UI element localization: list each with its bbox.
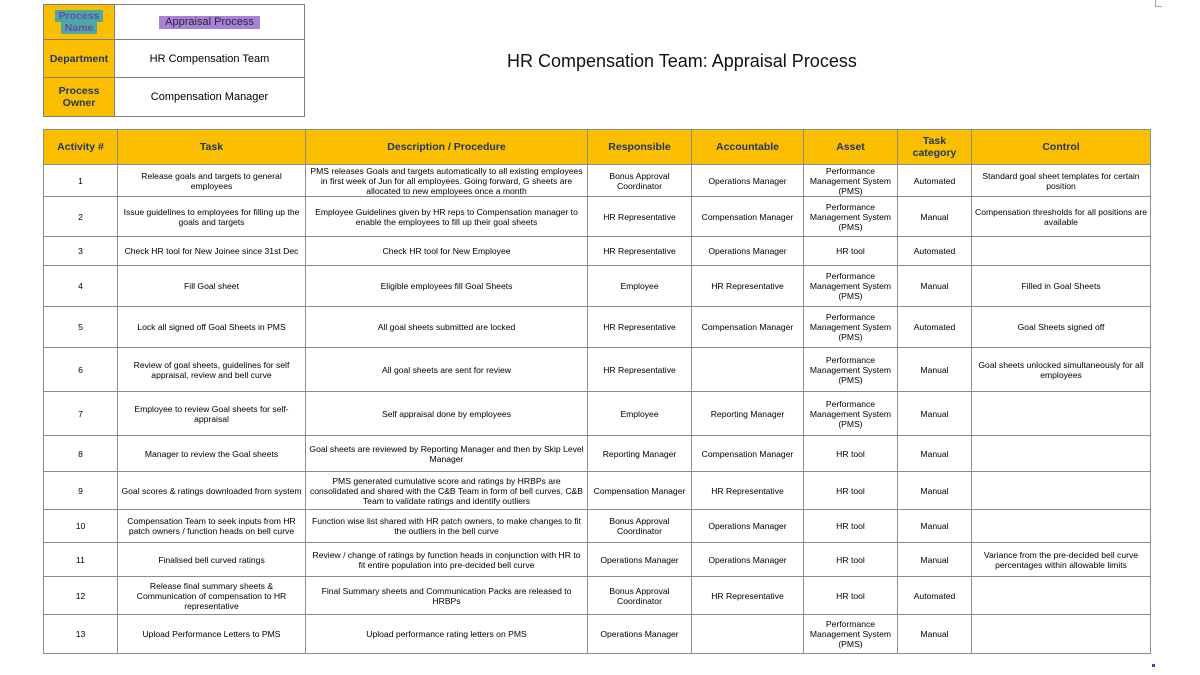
cell-task-category: Manual: [898, 436, 972, 472]
table-row: [44, 510, 1151, 543]
process-owner-value: Compensation Manager: [115, 78, 305, 117]
cell-accountable: Operations Manager: [692, 543, 804, 577]
cell-responsible: Operations Manager: [588, 615, 692, 654]
cell-task: Manager to review the Goal sheets: [118, 436, 306, 472]
cell-task: Goal scores & ratings downloaded from system: [118, 472, 306, 510]
cell-asset: HR tool: [804, 577, 898, 615]
cell-activity-number: 10: [44, 510, 118, 543]
column-header-description: Description / Procedure: [306, 130, 588, 165]
cell-asset: HR tool: [804, 436, 898, 472]
cell-description: All goal sheets are sent for review: [306, 348, 588, 392]
cell-activity-number: 7: [44, 392, 118, 436]
cell-control: [972, 237, 1151, 266]
cell-asset: HR tool: [804, 237, 898, 266]
column-header-task: Task: [118, 130, 306, 165]
cell-accountable: Operations Manager: [692, 237, 804, 266]
cell-responsible: Bonus Approval Coordinator: [588, 165, 692, 197]
cell-asset: Performance Management System (PMS): [804, 266, 898, 307]
cell-description: All goal sheets submitted are locked: [306, 307, 588, 348]
cell-asset: Performance Management System (PMS): [804, 392, 898, 436]
cell-responsible: Employee: [588, 266, 692, 307]
cell-task-category: Automated: [898, 165, 972, 197]
cell-asset: HR tool: [804, 472, 898, 510]
cell-control: Goal Sheets signed off: [972, 307, 1151, 348]
table-row: [44, 436, 1151, 472]
table-row: [44, 165, 1151, 197]
cell-control: Goal sheets unlocked simultaneously for all employees: [972, 348, 1151, 392]
column-header-control: Control: [972, 130, 1151, 165]
cell-description: Review / change of ratings by function heads in conjunction with HR to fit entire population into pre-decided bell curve: [306, 543, 588, 577]
process-owner-label: [44, 78, 115, 117]
cell-task: Check HR tool for New Joinee since 31st Dec: [118, 237, 306, 266]
cell-responsible: Operations Manager: [588, 543, 692, 577]
table-header-row: [44, 130, 1151, 165]
column-header-activity: Activity #: [44, 130, 118, 165]
cell-activity-number: 1: [44, 165, 118, 197]
cell-description: Employee Guidelines given by HR reps to Compensation manager to enable the employees to fill up their goal sheets: [306, 197, 588, 237]
column-header-asset: Asset: [804, 130, 898, 165]
cell-accountable: HR Representative: [692, 577, 804, 615]
cell-task: Employee to review Goal sheets for self-appraisal: [118, 392, 306, 436]
cell-activity-number: 9: [44, 472, 118, 510]
cell-task-category: Automated: [898, 577, 972, 615]
department-label: Department: [44, 40, 115, 78]
cell-responsible: Bonus Approval Coordinator: [588, 510, 692, 543]
cell-activity-number: 3: [44, 237, 118, 266]
cell-accountable: HR Representative: [692, 266, 804, 307]
department-value: HR Compensation Team: [115, 40, 305, 78]
cell-activity-number: 6: [44, 348, 118, 392]
cell-task: Lock all signed off Goal Sheets in PMS: [118, 307, 306, 348]
cell-activity-number: 11: [44, 543, 118, 577]
process-name-value: Appraisal Process: [159, 16, 260, 29]
corner-mark: [1155, 0, 1162, 7]
cell-accountable: Compensation Manager: [692, 436, 804, 472]
cell-description: Final Summary sheets and Communication Packs are released to HRBPs: [306, 577, 588, 615]
cell-description: PMS generated cumulative score and ratings by HRBPs are consolidated and shared with the C&B Team in form of bell curves, C&B Team to validate ratings and identify outliers: [306, 472, 588, 510]
process-table: [43, 129, 1151, 654]
cell-task-category: Manual: [898, 510, 972, 543]
cell-control: Standard goal sheet templates for certain position: [972, 165, 1151, 197]
cell-accountable: [692, 615, 804, 654]
table-row: [44, 543, 1151, 577]
cell-task: Release goals and targets to general employees: [118, 165, 306, 197]
cell-description: Self appraisal done by employees: [306, 392, 588, 436]
cell-description: PMS releases Goals and targets automatically to all existing employees in first week of Jun for all employees. Going forward, G sheets are allocated to new employees once a month: [306, 165, 588, 197]
table-row: [44, 392, 1151, 436]
cell-control: [972, 472, 1151, 510]
cell-responsible: HR Representative: [588, 348, 692, 392]
cell-control: Variance from the pre-decided bell curve percentages within allowable limits: [972, 543, 1151, 577]
cell-task: Fill Goal sheet: [118, 266, 306, 307]
cell-control: [972, 510, 1151, 543]
cell-activity-number: 12: [44, 577, 118, 615]
cell-responsible: Bonus Approval Coordinator: [588, 577, 692, 615]
cell-accountable: HR Representative: [692, 472, 804, 510]
cell-accountable: Operations Manager: [692, 165, 804, 197]
cell-control: Filled in Goal Sheets: [972, 266, 1151, 307]
cell-task-category: Manual: [898, 348, 972, 392]
cell-activity-number: 8: [44, 436, 118, 472]
cell-responsible: HR Representative: [588, 307, 692, 348]
table-row: [44, 266, 1151, 307]
cell-task: Issue guidelines to employees for filling up the goals and targets: [118, 197, 306, 237]
cell-asset: Performance Management System (PMS): [804, 197, 898, 237]
cell-task: Review of goal sheets, guidelines for self appraisal, review and bell curve: [118, 348, 306, 392]
table-row: [44, 197, 1151, 237]
cell-control: [972, 615, 1151, 654]
cell-asset: HR tool: [804, 543, 898, 577]
column-header-task-category: Task category: [898, 130, 972, 165]
cell-responsible: Employee: [588, 392, 692, 436]
cell-accountable: Compensation Manager: [692, 197, 804, 237]
cell-asset: Performance Management System (PMS): [804, 165, 898, 197]
cell-accountable: Compensation Manager: [692, 307, 804, 348]
cell-activity-number: 4: [44, 266, 118, 307]
cell-accountable: Reporting Manager: [692, 392, 804, 436]
cell-asset: Performance Management System (PMS): [804, 615, 898, 654]
column-header-accountable: Accountable: [692, 130, 804, 165]
table-row: [44, 577, 1151, 615]
process-name-label-line2: Name: [61, 22, 98, 34]
cell-activity-number: 13: [44, 615, 118, 654]
cell-task-category: Automated: [898, 307, 972, 348]
cell-description: Function wise list shared with HR patch owners, to make changes to fit the outliers in the bell curve: [306, 510, 588, 543]
cell-control: [972, 436, 1151, 472]
cell-asset: Performance Management System (PMS): [804, 307, 898, 348]
cell-activity-number: 5: [44, 307, 118, 348]
cell-task-category: Automated: [898, 237, 972, 266]
cell-responsible: Compensation Manager: [588, 472, 692, 510]
process-owner-label-line1: Process: [58, 85, 100, 97]
cell-control: [972, 577, 1151, 615]
cell-accountable: [692, 348, 804, 392]
table-row: [44, 237, 1151, 266]
table-row: [44, 307, 1151, 348]
cell-task-category: Manual: [898, 543, 972, 577]
selection-handle: [1152, 664, 1155, 667]
cell-asset: Performance Management System (PMS): [804, 348, 898, 392]
table-row: [44, 472, 1151, 510]
cell-task: Upload Performance Letters to PMS: [118, 615, 306, 654]
cell-description: Upload performance rating letters on PMS: [306, 615, 588, 654]
process-name-label: [44, 5, 115, 40]
cell-asset: HR tool: [804, 510, 898, 543]
cell-control: [972, 392, 1151, 436]
process-info-box: [43, 4, 305, 117]
process-owner-label-line2: Owner: [62, 97, 96, 109]
cell-task: Release final summary sheets & Communication of compensation to HR representative: [118, 577, 306, 615]
cell-task-category: Manual: [898, 615, 972, 654]
cell-task: Finalised bell curved ratings: [118, 543, 306, 577]
cell-description: Goal sheets are reviewed by Reporting Manager and then by Skip Level Manager: [306, 436, 588, 472]
cell-control: Compensation thresholds for all positions are available: [972, 197, 1151, 237]
page-title: HR Compensation Team: Appraisal Process: [507, 51, 857, 71]
cell-task: Compensation Team to seek inputs from HR patch owners / function heads on bell curve: [118, 510, 306, 543]
cell-accountable: Operations Manager: [692, 510, 804, 543]
cell-responsible: HR Representative: [588, 237, 692, 266]
cell-responsible: Reporting Manager: [588, 436, 692, 472]
cell-description: Check HR tool for New Employee: [306, 237, 588, 266]
cell-responsible: HR Representative: [588, 197, 692, 237]
cell-activity-number: 2: [44, 197, 118, 237]
cell-description: Eligible employees fill Goal Sheets: [306, 266, 588, 307]
cell-task-category: Manual: [898, 392, 972, 436]
cell-task-category: Manual: [898, 266, 972, 307]
table-row: [44, 348, 1151, 392]
process-name-cell: [115, 5, 305, 40]
table-row: [44, 615, 1151, 654]
process-name-label-line1: Process: [55, 10, 104, 22]
column-header-responsible: Responsible: [588, 130, 692, 165]
cell-task-category: Manual: [898, 197, 972, 237]
cell-task-category: Manual: [898, 472, 972, 510]
